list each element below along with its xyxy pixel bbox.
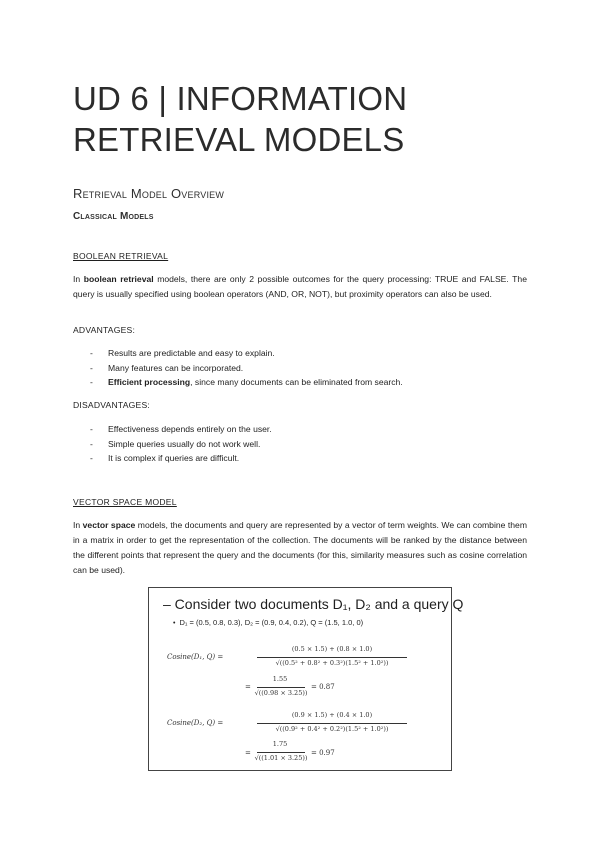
boolean-paragraph [73,272,527,302]
heading-classical-models: Classical Models [73,211,154,222]
vector-paragraph-rest: models, the documents and query are represented by a vector of term weights. We can combine them in a matrix in order to get the representation of the collection. The documents will be ranked by the distance between the different points that represent the query and the documents (for this, similarity measures such as cosine correlation can be used). [73,520,527,575]
boolean-paragraph-bold: boolean retrieval [83,274,154,284]
fraction-bar [257,687,305,688]
cosine-d1-equals: = [245,683,251,691]
disadvantages-list [90,422,272,466]
page-title [73,78,407,160]
list-item [90,346,403,361]
cosine-d2-label: Cosine(D₂, Q) = [167,719,224,727]
cosine-d1-numerator: (0.5 × 1.5) + (0.8 × 1.0) [291,645,373,653]
disadvantages-label: DISADVANTAGES: [73,400,150,410]
advantage-text-3: , since many documents can be eliminated from search. [190,377,403,387]
cosine-d1-denominator-2: √((0.98 × 3.25)) [254,689,308,697]
cosine-d2-equals: = [245,749,251,757]
figure-vectors [173,618,363,627]
list-item: - Simple queries usually do not work well. [90,437,272,452]
bullet-icon: • [173,620,176,627]
list-item: - It is complex if queries are difficult. [90,451,272,466]
cosine-d2-numerator: (0.9 × 1.5) + (0.4 × 1.0) [291,711,373,719]
advantage-text-2: Many features can be incorporated. [108,362,244,373]
cosine-example-figure [148,587,464,771]
advantage-bold-3: Efficient processing [108,377,191,387]
figure-title: – Consider two documents D₁, D₂ and a query Q [163,596,464,612]
cosine-d2-numerator-2: 1.75 [272,740,288,748]
list-item [90,361,403,376]
vector-paragraph-bold: vector space [82,520,136,530]
cosine-d1-label: Cosine(D₁, Q) = [167,653,224,661]
list-item: - Effectiveness depends entirely on the user. [90,422,272,437]
cosine-d2-result: = 0.97 [311,749,335,757]
figure-vectors-text: D₁ = (0.5, 0.8, 0.3), D₂ = (0.9, 0.4, 0.2), Q = (1.5, 1.0, 0) [179,618,364,627]
title-line-1: UD 6 | INFORMATION [73,80,408,117]
cosine-d1-numerator-2: 1.55 [272,675,288,683]
fraction-bar [257,657,407,658]
fraction-bar [257,723,407,724]
heading-retrieval-model-overview: Retrieval Model Overview [73,186,225,201]
cosine-d1-result: = 0.87 [311,683,335,691]
vector-paragraph-start: In [73,520,83,530]
vector-paragraph [73,518,527,578]
cosine-d1-denominator: √((0.5² + 0.8² + 0.3²)(1.5² + 1.0²)) [275,659,389,667]
advantages-label: ADVANTAGES: [73,325,136,335]
cosine-d2-denominator: √((0.9² + 0.4² + 0.2²)(1.5² + 1.0²)) [275,725,389,733]
boolean-paragraph-start: In [73,274,84,284]
title-line-2: RETRIEVAL MODELS [73,121,405,158]
cosine-d2-denominator-2: √((1.01 × 3.25)) [254,754,308,762]
advantage-text-1: Results are predictable and easy to explain. [108,348,275,358]
list-item [90,375,403,390]
boolean-paragraph-rest: models, there are only 2 possible outcomes for the query processing: TRUE and FALSE. The query is usually specified using boolean operators (AND, OR, NOT), but proximity operators can also be used. [73,274,527,299]
heading-boolean-retrieval: BOOLEAN RETRIEVAL [73,251,169,261]
heading-vector-space-model: VECTOR SPACE MODEL [73,497,177,507]
advantages-list [90,346,403,390]
fraction-bar [257,752,305,753]
